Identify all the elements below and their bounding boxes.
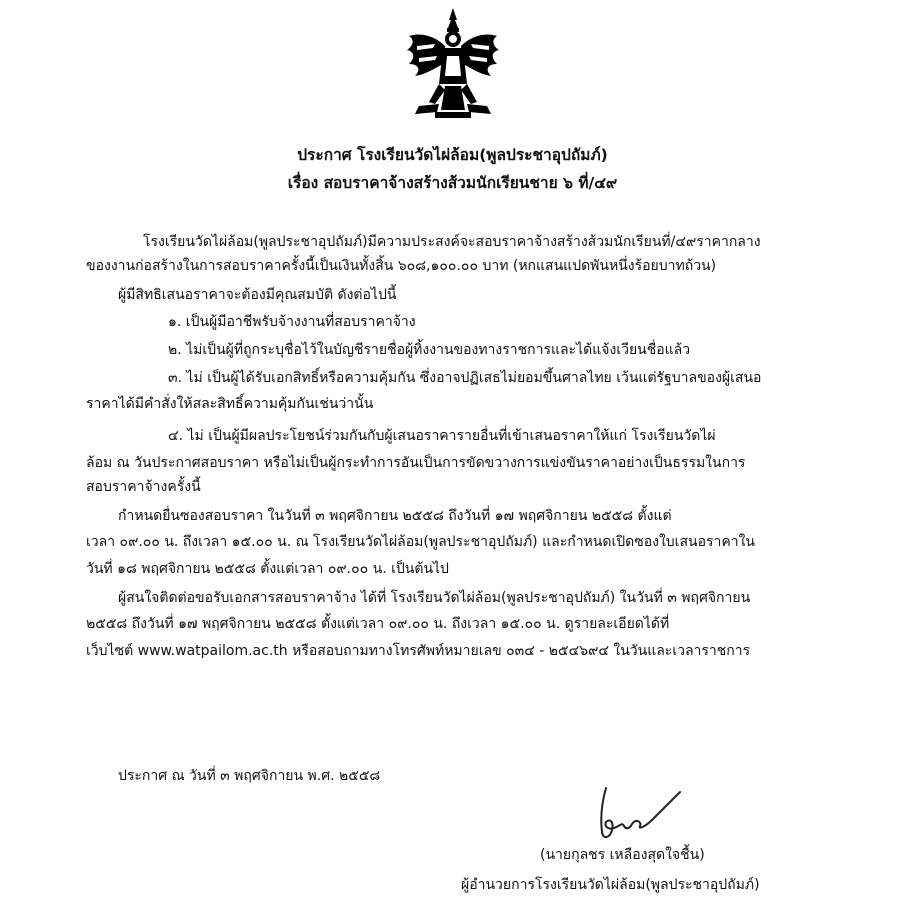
schedule-line: กำหนดยื่นซองสอบราคา ในวันที่ ๓ พฤศจิกายน ๒๕๕๘ ถึงวันที่ ๑๗ พฤศจิกายน ๒๕๕๘ ตั้งแต่ (118, 508, 672, 524)
announcement-title: ประกาศ โรงเรียนวัดไผ่ล้อม(พูลประชาอุปถัมภ์) (297, 146, 608, 164)
intro-line: โรงเรียนวัดไผ่ล้อม(พูลประชาอุปถัมภ์)มีความประสงค์จะสอบราคาจ้างสร้างส้วมนักเรียนที่/๔๙ราคากลาง (143, 234, 761, 250)
schedule-line: วันที่ ๑๘ พฤศจิกายน ๒๕๕๘ ตั้งแต่เวลา ๐๙.๐๐ น. เป็นต้นไป (86, 561, 449, 577)
qualification-item-continued: ล้อม ณ วันประกาศสอบราคา หรือไม่เป็นผู้กระทำการอันเป็นการขัดขวางการแข่งขันราคาอย่างเป็นธรรมในการ (86, 455, 746, 471)
contact-line: ผู้สนใจติดต่อขอรับเอกสารสอบราคาจ้าง ได้ที่ โรงเรียนวัดไผ่ล้อม(พูลประชาอุปถัมภ์) ในวันที่ ๓ พฤศจิกายน (118, 590, 751, 606)
intro-line: ของงานก่อสร้างในการสอบราคาครั้งนี้เป็นเงินทั้งสิ้น ๖๐๘,๑๐๐.๐๐ บาท (หกแสนแปดพันหนึ่งร้อยบาทถ้วน) (86, 258, 717, 274)
schedule-line: เวลา ๐๙.๐๐ น. ถึงเวลา ๑๕.๐๐ น. ณ โรงเรียนวัดไผ่ล้อม(พูลประชาอุปถัมภ์) และกำหนดเปิดซองใบเสนอราคาใน (86, 534, 755, 550)
qualifications-heading: ผู้มีสิทธิเสนอราคาจะต้องมีคุณสมบัติ ดังต่อไปนี้ (118, 287, 397, 303)
garuda-emblem-icon (405, 6, 501, 124)
signer-position: ผู้อำนวยการโรงเรียนวัดไผ่ล้อม(พูลประชาอุปถัมภ์) (461, 877, 760, 893)
qualification-item: ๒. ไม่เป็นผู้ที่ถูกระบุชื่อไว้ในบัญชีรายชื่อผู้ทิ้งงานของทางราชการและได้แจ้งเวียนชื่อแล้ว (168, 342, 691, 358)
qualification-item-continued: ราคาได้มีคำสั่งให้สละสิทธิ์ความคุ้มกันเช่นว่านั้น (86, 396, 374, 412)
announcement-subject: เรื่อง สอบราคาจ้างสร้างส้วมนักเรียนชาย ๖ ที่/๔๙ (287, 174, 618, 192)
announcement-date: ประกาศ ณ วันที่ ๓ พฤศจิกายน พ.ศ. ๒๕๕๘ (118, 768, 381, 784)
qualification-item-continued: สอบราคาจ้างครั้งนี้ (86, 479, 201, 495)
contact-line: ๒๕๕๘ ถึงวันที่ ๑๗ พฤศจิกายน ๒๕๕๘ ตั้งแต่เวลา ๐๙.๐๐ น. ถึงเวลา ๑๕.๐๐ น. ดูรายละเอียดได้ที่ (86, 616, 670, 632)
signer-name: (นายกุลชร เหลืองสุดใจชื้น) (540, 847, 705, 863)
qualification-item: ๔. ไม่ เป็นผู้มีผลประโยชน์ร่วมกันกับผู้เสนอราคารายอื่นที่เข้าเสนอราคาให้แก่ โรงเรียนวัดไผ่ (168, 428, 716, 444)
qualification-item: ๑. เป็นผู้มีอาชีพรับจ้างงานที่สอบราคาจ้าง (168, 314, 416, 330)
qualification-item: ๓. ไม่ เป็นผู้ได้รับเอกสิทธิ์หรือความคุ้มกัน ซึ่งอาจปฏิเสธไม่ยอมขึ้นศาลไทย เว้นแต่รัฐบาลของผู้เสนอ (168, 370, 762, 386)
contact-line: เว็บไซต์ www.watpailom.ac.th หรือสอบถามทางโทรศัพท์หมายเลข ๐๓๔ - ๒๕๔๖๙๔ ในวันและเวลาราชการ (86, 643, 751, 659)
handwritten-signature-icon (592, 782, 684, 844)
